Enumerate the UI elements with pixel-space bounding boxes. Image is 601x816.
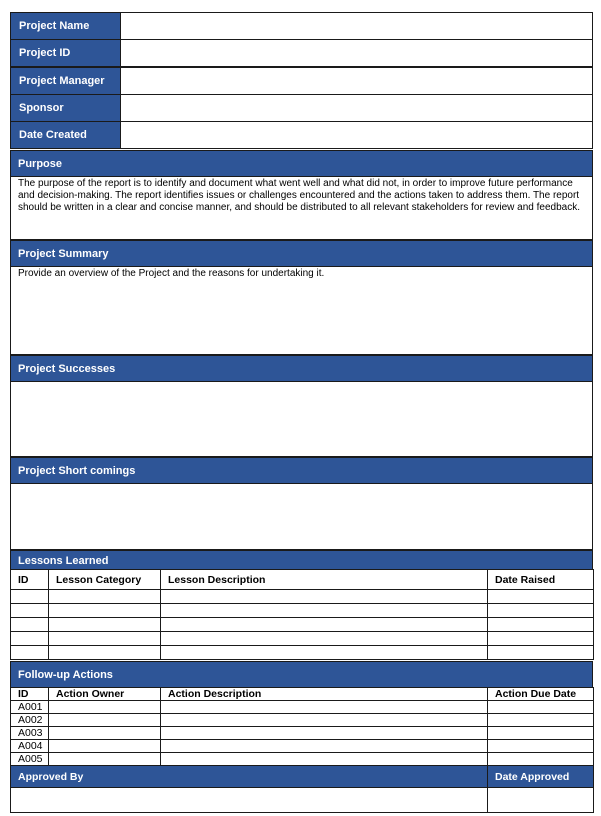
table-row bbox=[11, 753, 594, 766]
lessons-header-row bbox=[11, 570, 594, 590]
project-shortcomings-heading: Project Short comings bbox=[10, 457, 593, 484]
lesson-date-cell[interactable] bbox=[488, 590, 594, 604]
lesson-category-cell[interactable] bbox=[49, 590, 161, 604]
project-manager-label: Project Manager bbox=[10, 67, 121, 95]
action-owner-cell[interactable] bbox=[49, 701, 161, 714]
action-owner-cell[interactable] bbox=[49, 740, 161, 753]
action-description-cell[interactable] bbox=[161, 727, 488, 740]
table-row bbox=[11, 727, 594, 740]
date-created-row bbox=[10, 121, 593, 149]
project-summary-text[interactable]: Provide an overview of the Project and the reasons for undertaking it. bbox=[10, 266, 593, 355]
actions-col-owner: Action Owner bbox=[49, 688, 161, 701]
table-row bbox=[11, 701, 594, 714]
action-id-cell: A003 bbox=[11, 727, 49, 740]
lesson-id-cell[interactable] bbox=[11, 618, 49, 632]
project-successes-heading: Project Successes bbox=[10, 355, 593, 382]
date-approved-field[interactable] bbox=[488, 788, 594, 813]
approval-table bbox=[10, 765, 594, 813]
lesson-date-cell[interactable] bbox=[488, 646, 594, 660]
project-id-row bbox=[10, 39, 593, 67]
action-description-cell[interactable] bbox=[161, 714, 488, 727]
action-description-cell[interactable] bbox=[161, 740, 488, 753]
actions-col-due-date: Action Due Date bbox=[488, 688, 594, 701]
lessons-col-date-raised: Date Raised bbox=[488, 570, 594, 590]
lessons-learned-heading: Lessons Learned bbox=[10, 550, 593, 570]
table-row bbox=[11, 646, 594, 660]
table-row bbox=[11, 590, 594, 604]
lessons-table bbox=[10, 569, 594, 660]
table-row bbox=[11, 618, 594, 632]
action-id-cell: A004 bbox=[11, 740, 49, 753]
action-owner-cell[interactable] bbox=[49, 714, 161, 727]
follow-up-actions-heading: Follow-up Actions bbox=[10, 661, 593, 688]
purpose-heading: Purpose bbox=[10, 150, 593, 177]
action-id-cell: A001 bbox=[11, 701, 49, 714]
lesson-description-cell[interactable] bbox=[161, 646, 488, 660]
table-row bbox=[11, 740, 594, 753]
project-summary-heading: Project Summary bbox=[10, 240, 593, 267]
actions-table bbox=[10, 687, 594, 766]
actions-header-row bbox=[11, 688, 594, 701]
project-successes-text[interactable] bbox=[10, 381, 593, 457]
lessons-col-description: Lesson Description bbox=[161, 570, 488, 590]
action-owner-cell[interactable] bbox=[49, 753, 161, 766]
lesson-id-cell[interactable] bbox=[11, 604, 49, 618]
lesson-id-cell[interactable] bbox=[11, 632, 49, 646]
action-due-date-cell[interactable] bbox=[488, 753, 594, 766]
project-name-row bbox=[10, 12, 593, 40]
project-manager-field[interactable] bbox=[120, 67, 593, 95]
lesson-description-cell[interactable] bbox=[161, 632, 488, 646]
action-due-date-cell[interactable] bbox=[488, 727, 594, 740]
table-row bbox=[11, 632, 594, 646]
lesson-description-cell[interactable] bbox=[161, 618, 488, 632]
project-id-field[interactable] bbox=[120, 39, 593, 67]
lesson-category-cell[interactable] bbox=[49, 646, 161, 660]
sponsor-field[interactable] bbox=[120, 94, 593, 122]
sponsor-row bbox=[10, 94, 593, 122]
lesson-description-cell[interactable] bbox=[161, 604, 488, 618]
actions-col-id: ID bbox=[11, 688, 49, 701]
project-id-label: Project ID bbox=[10, 39, 121, 67]
action-due-date-cell[interactable] bbox=[488, 740, 594, 753]
approval-header-row bbox=[11, 766, 594, 788]
project-name-label: Project Name bbox=[10, 12, 121, 40]
approved-by-label: Approved By bbox=[11, 766, 488, 788]
table-row bbox=[11, 604, 594, 618]
lesson-category-cell[interactable] bbox=[49, 604, 161, 618]
action-description-cell[interactable] bbox=[161, 753, 488, 766]
lesson-date-cell[interactable] bbox=[488, 618, 594, 632]
lesson-description-cell[interactable] bbox=[161, 590, 488, 604]
action-id-cell: A002 bbox=[11, 714, 49, 727]
action-id-cell: A005 bbox=[11, 753, 49, 766]
date-created-field[interactable] bbox=[120, 121, 593, 149]
lessons-col-id: ID bbox=[11, 570, 49, 590]
purpose-text[interactable]: The purpose of the report is to identify and document what went well and what did not, in order to improve future performance and decision-making. The report identifies issues or challenges encountered and the actions taken to address them. The report should be written in a clear and concise manner, and should be distributed to all relevant stakeholders for review and feedback. bbox=[10, 176, 593, 240]
approval-value-row bbox=[11, 788, 594, 813]
lesson-date-cell[interactable] bbox=[488, 604, 594, 618]
lesson-category-cell[interactable] bbox=[49, 632, 161, 646]
actions-col-description: Action Description bbox=[161, 688, 488, 701]
date-created-label: Date Created bbox=[10, 121, 121, 149]
lessons-col-category: Lesson Category bbox=[49, 570, 161, 590]
sponsor-label: Sponsor bbox=[10, 94, 121, 122]
lesson-id-cell[interactable] bbox=[11, 590, 49, 604]
table-row bbox=[11, 714, 594, 727]
approved-by-field[interactable] bbox=[11, 788, 488, 813]
action-due-date-cell[interactable] bbox=[488, 714, 594, 727]
date-approved-label: Date Approved bbox=[488, 766, 594, 788]
project-name-field[interactable] bbox=[120, 12, 593, 40]
project-shortcomings-text[interactable] bbox=[10, 483, 593, 550]
lesson-date-cell[interactable] bbox=[488, 632, 594, 646]
lesson-category-cell[interactable] bbox=[49, 618, 161, 632]
action-due-date-cell[interactable] bbox=[488, 701, 594, 714]
lesson-id-cell[interactable] bbox=[11, 646, 49, 660]
action-owner-cell[interactable] bbox=[49, 727, 161, 740]
action-description-cell[interactable] bbox=[161, 701, 488, 714]
project-manager-row bbox=[10, 67, 593, 95]
